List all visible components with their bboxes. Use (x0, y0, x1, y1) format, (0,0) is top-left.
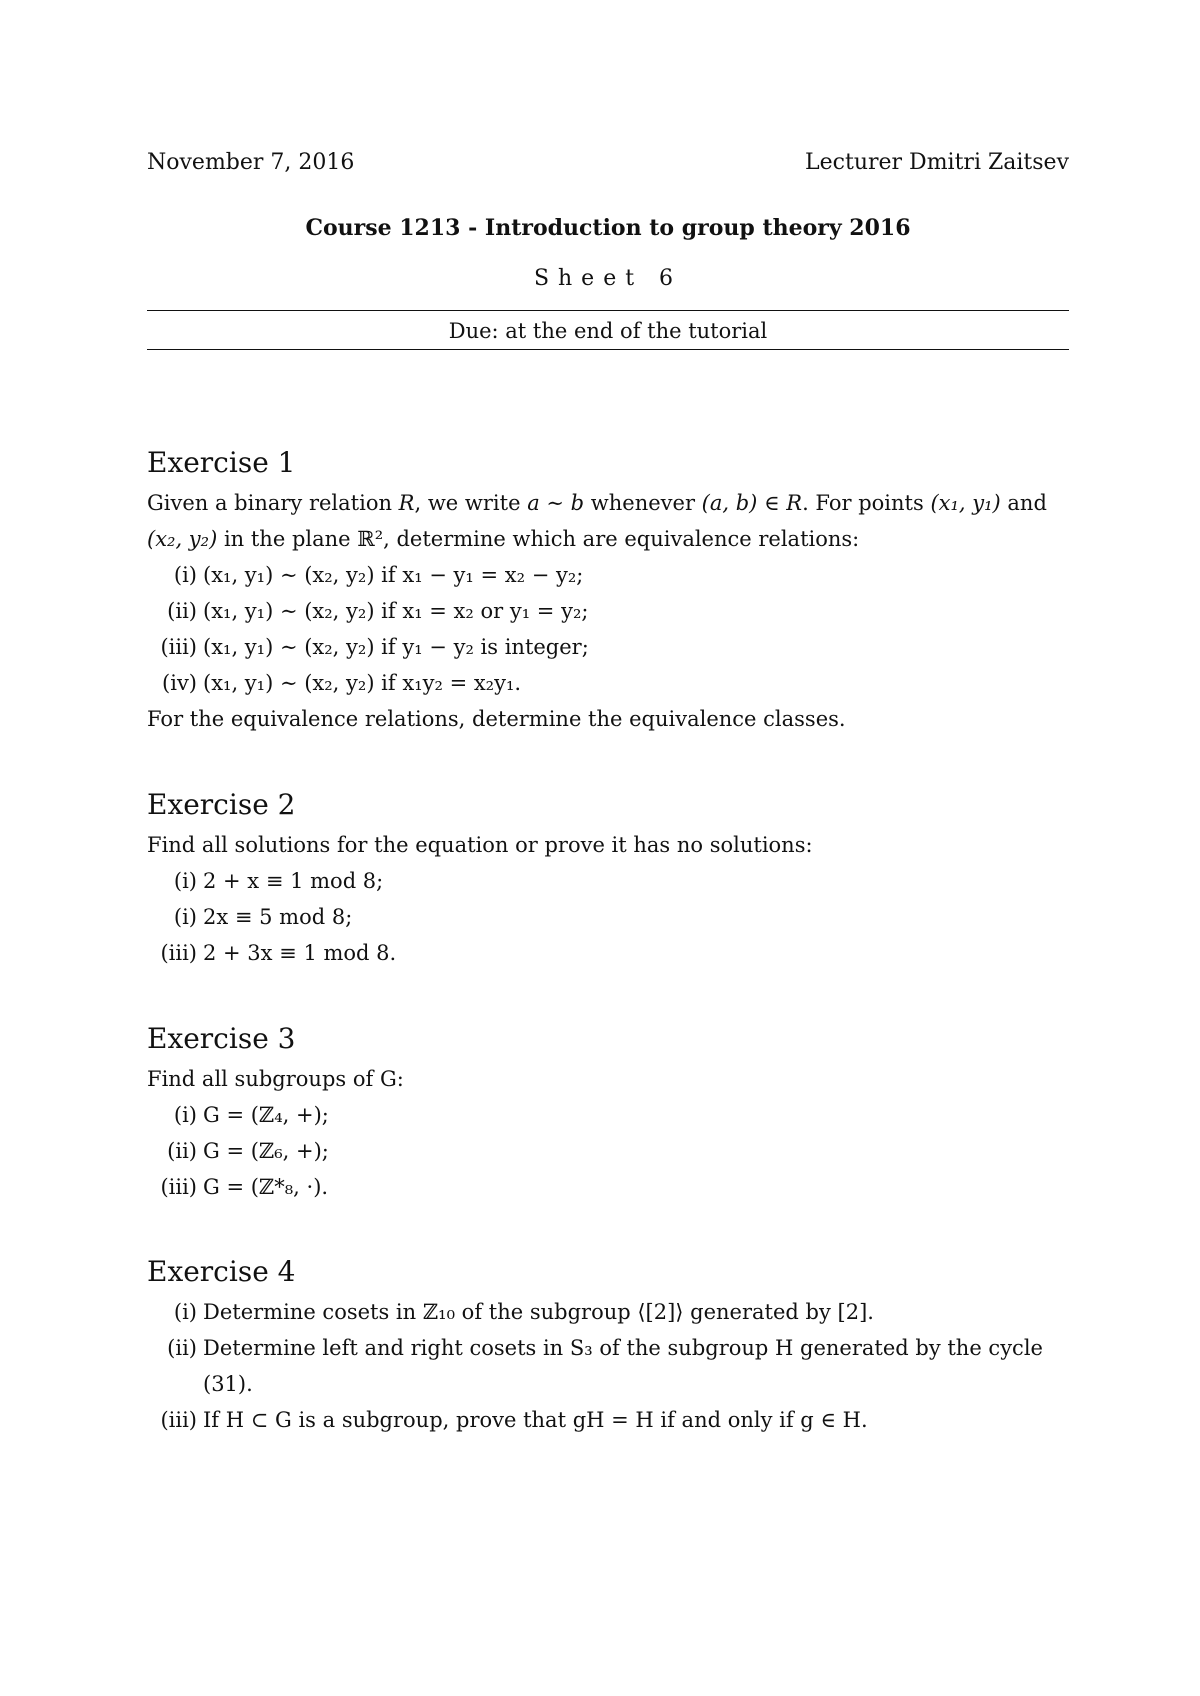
item-number: (ii) (167, 1336, 197, 1360)
item-text: 2 + x ≡ 1 mod 8; (203, 869, 384, 893)
date: November 7, 2016 (147, 150, 355, 175)
item-text: Determine left and right cosets in S₃ of the subgroup H generated by the cycle (31). (203, 1336, 1043, 1396)
item-number: (ii) (167, 1139, 197, 1163)
item-number: (i) (173, 905, 197, 929)
item-number: (iii) (160, 1408, 197, 1432)
list-item (147, 665, 1069, 701)
item-number: (i) (173, 1103, 197, 1127)
item-text: If H ⊂ G is a subgroup, prove that gH = H if and only if g ∈ H. (203, 1408, 868, 1432)
list-item (147, 935, 1069, 971)
item-text: (x₁, y₁) ∼ (x₂, y₂) if x₁y₂ = x₂y₁. (203, 671, 522, 695)
item-text: G = (ℤ*₈, ·). (203, 1175, 329, 1199)
list-item (147, 1133, 1069, 1169)
item-text: (x₁, y₁) ∼ (x₂, y₂) if x₁ = x₂ or y₁ = y₂; (203, 599, 589, 623)
list-item (147, 899, 1069, 935)
exercise-3 (147, 1021, 1069, 1205)
exercise-intro-line-2: (x₂, y₂) in the plane ℝ², determine which are equivalence relations: (147, 527, 860, 551)
item-text: G = (ℤ₄, +); (203, 1103, 329, 1127)
list-item (147, 1097, 1069, 1133)
item-text: G = (ℤ₆, +); (203, 1139, 329, 1163)
page (147, 0, 1069, 1696)
exercise-1 (147, 445, 1069, 737)
exercise-intro-line-1: Given a binary relation R, we write a ∼ b whenever (a, b) ∈ R. For points (x₁, y₁) and (147, 491, 1047, 515)
sheet-label: Sheet 6 (533, 266, 683, 291)
top-rule (147, 310, 1069, 311)
exercise-title: Exercise 1 (147, 446, 296, 479)
list-item (147, 863, 1069, 899)
list-item (147, 629, 1069, 665)
exercise-2 (147, 787, 1069, 971)
bottom-rule (147, 349, 1069, 350)
due-text: Due: at the end of the tutorial (448, 319, 768, 343)
exercise-title: Exercise 4 (147, 1255, 296, 1288)
item-number: (iii) (160, 1175, 197, 1199)
item-text: (x₁, y₁) ∼ (x₂, y₂) if x₁ − y₁ = x₂ − y₂; (203, 563, 584, 587)
item-text: 2 + 3x ≡ 1 mod 8. (203, 941, 397, 965)
item-number: (i) (173, 1300, 197, 1324)
item-number: (i) (173, 869, 197, 893)
exercise-intro: Find all subgroups of G: (147, 1067, 404, 1091)
exercise-title: Exercise 3 (147, 1022, 296, 1055)
list-item (147, 1294, 1069, 1330)
list-item (147, 1402, 1069, 1438)
list-item (147, 557, 1069, 593)
item-text: Determine cosets in ℤ₁₀ of the subgroup ⟨[2]⟩ generated by [2]. (203, 1300, 874, 1324)
exercise-outro: For the equivalence relations, determine the equivalence classes. (147, 707, 846, 731)
list-item (147, 593, 1069, 629)
course-title: Course 1213 - Introduction to group theory 2016 (305, 215, 911, 241)
lecturer: Lecturer Dmitri Zaitsev (805, 150, 1069, 175)
item-number: (i) (173, 563, 197, 587)
item-number: (iii) (160, 635, 197, 659)
list-item (147, 1330, 1069, 1402)
item-text: 2x ≡ 5 mod 8; (203, 905, 353, 929)
list-item (147, 1169, 1069, 1205)
exercise-intro: Find all solutions for the equation or prove it has no solutions: (147, 833, 813, 857)
item-number: (iii) (160, 941, 197, 965)
item-number: (ii) (167, 599, 197, 623)
exercise-title: Exercise 2 (147, 788, 296, 821)
item-number: (iv) (162, 671, 197, 695)
exercise-4 (147, 1254, 1069, 1438)
item-text: (x₁, y₁) ∼ (x₂, y₂) if y₁ − y₂ is integer; (203, 635, 589, 659)
